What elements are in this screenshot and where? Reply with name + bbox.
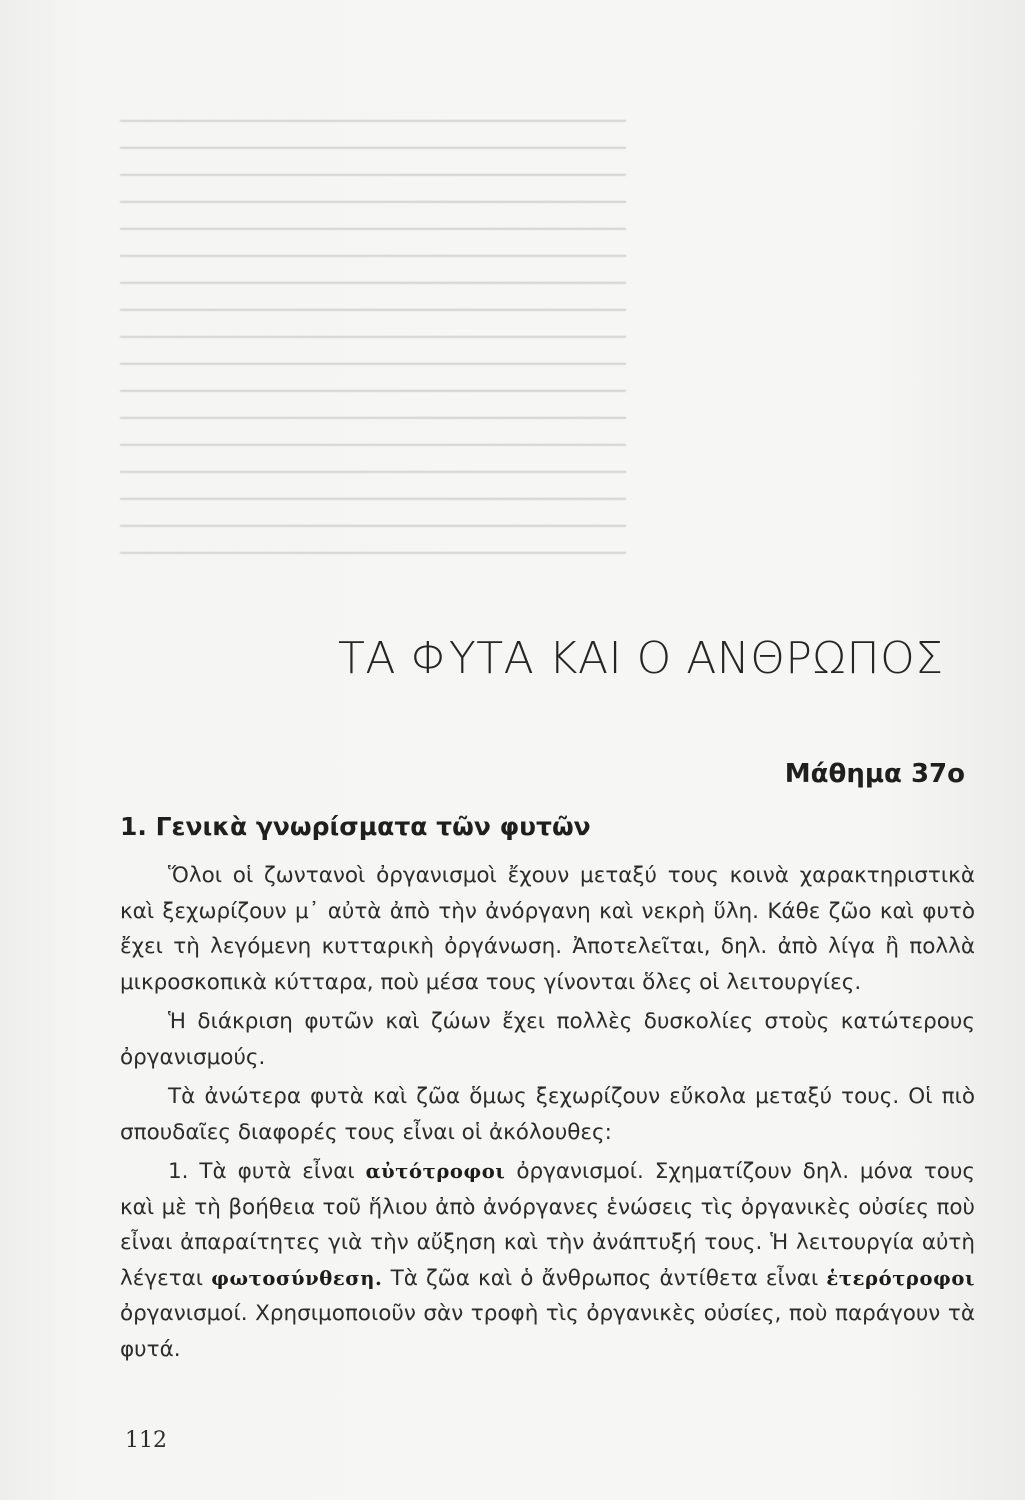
paragraph-4-text-d: ὀργανισμοί. Χρησιμοποιοῦν σὰν τροφὴ τὶς ὀργανικὲς οὐσίες, ποὺ παράγουν τὰ φυτά. — [120, 1301, 975, 1362]
paragraph-3: Τὰ ἀνώτερα φυτὰ καὶ ζῶα ὅμως ξεχωρίζουν εὔκολα μεταξύ τους. Οἱ πιὸ σπουδαῖες διαφορές τους εἶναι οἱ ἀκόλουθες: — [120, 1084, 975, 1145]
body-text — [120, 858, 975, 1367]
page-number: 112 — [125, 1428, 167, 1453]
term-autotrophs: αὐτότροφοι — [365, 1160, 506, 1183]
paragraph-4-text-a: 1. Τὰ φυτὰ εἶναι — [168, 1159, 366, 1184]
chapter-title: ΤΑ ΦΥΤΑ ΚΑΙ Ο ΑΝΘΡΩΠΟΣ — [338, 633, 944, 684]
paragraph-4-text-b: ὀργανισμοί. Σχηματίζουν δηλ. μόνα τους καὶ μὲ τὴ βοήθεια τοῦ ἥλιου ἀπὸ ἀνόργανες ἑνώσεις τὶς ὀργανικὲς οὐσίες ποὺ εἶναι ἀπαραίτητες γιὰ τὴν αὔξηση καὶ τὴν ἀνάπτυξή τους. Ἡ λειτουργία αὐτὴ λέγεται — [120, 1159, 976, 1291]
paragraph-2: Ἡ διάκριση φυτῶν καὶ ζώων ἔχει πολλὲς δυσκολίες στοὺς κατώτερους ὀργανισμούς. — [120, 1009, 975, 1070]
paragraph-4 — [120, 1154, 975, 1367]
lesson-label: Μάθημα 37ο — [784, 759, 965, 789]
paragraph-4-text-c: Τὰ ζῶα καὶ ὁ ἄνθρωπος ἀντίθετα εἶναι — [382, 1265, 827, 1291]
term-heterotrophs: ἑτερότροφοι — [826, 1266, 975, 1290]
paragraph-1: Ὅλοι οἱ ζωντανοὶ ὀργανισμοὶ ἔχουν μεταξύ τους κοινὰ χαρακτηριστικὰ καὶ ξεχωρίζουν μ᾽ αὐτὰ ἀπὸ τὴν ἀνόργανη καὶ νεκρὴ ὕλη. Κάθε ζῶο καὶ φυτὸ ἔχει τὴ λεγόμενη κυτταρικὴ ὀργάνωση. Ἀποτελεῖται, δηλ. ἀπὸ λίγα ἢ πολλὰ μικροσκοπικὰ κύτταρα, ποὺ μέσα τους γίνονται ὅλες οἱ λειτουργίες. — [120, 863, 975, 995]
section-heading: 1. Γενικὰ γνωρίσματα τῶν φυτῶν — [120, 812, 591, 841]
bleed-through-texture: ──────────────────────────────────────── ──────────────────────────────────────── ──────────────────────────────────────── ──────────────────────────────────────── ──────────────────────────────────────── ──────────────────────────────────────── ──────────────────────────────────────── ──────────────────────────────────────── ──────────────────────────────────────── ──────────────────────────────────────── ──────────────────────────────────────── ──────────────────────────────────────── ──────────────────────────────────────── ──────────────────────────────────────── ──────────────────────────────────────── ──────────────────────────────────────── ──────────────────────────────────────── — [120, 109, 626, 565]
term-photosynthesis: φωτοσύνθεση. — [211, 1266, 383, 1290]
